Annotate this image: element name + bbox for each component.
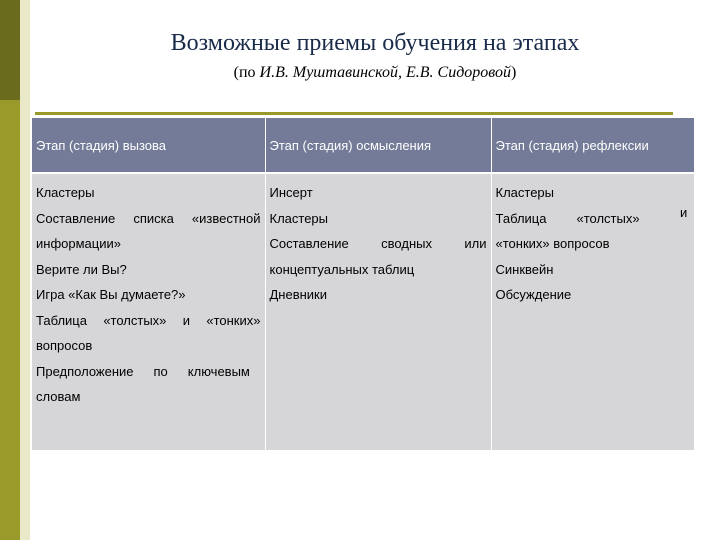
word: и bbox=[182, 312, 191, 328]
list-item: Инсерт bbox=[269, 185, 313, 200]
list-item bbox=[36, 206, 261, 232]
word: Таблица bbox=[36, 312, 87, 328]
subtitle-close: ) bbox=[511, 64, 517, 81]
stages-table bbox=[32, 118, 695, 450]
list-item: концептуальных таблиц bbox=[269, 261, 415, 277]
word: Таблица bbox=[495, 210, 547, 226]
list-item: Обсуждение bbox=[495, 287, 572, 302]
list-item: Кластеры bbox=[269, 210, 328, 226]
reflection-overflow-word: и bbox=[680, 205, 688, 220]
list-item: Игра «Как Вы думаете?» bbox=[36, 287, 186, 302]
title-divider bbox=[35, 112, 673, 115]
slide-subtitle bbox=[30, 64, 720, 82]
list-item: Дневники bbox=[269, 287, 328, 302]
list-item: «тонких» вопросов bbox=[495, 236, 610, 251]
list-item: Верите ли Вы? bbox=[36, 261, 127, 277]
word: «известной bbox=[191, 210, 261, 226]
list-item bbox=[270, 231, 487, 257]
list-item bbox=[36, 308, 261, 334]
list-item: вопросов bbox=[36, 338, 93, 353]
left-decor-bar-olive bbox=[0, 100, 20, 540]
list-item: информации» bbox=[36, 236, 121, 251]
list-item bbox=[36, 359, 261, 385]
word: ключевым bbox=[187, 363, 250, 379]
word: или bbox=[464, 236, 487, 251]
word: сводных bbox=[381, 236, 432, 251]
table-row bbox=[32, 173, 694, 450]
word: «толстых» bbox=[576, 210, 640, 226]
subtitle-open: (по bbox=[233, 64, 260, 81]
word: Предположение bbox=[36, 363, 134, 379]
header-comprehension-stage: Этап (стадия) осмысления bbox=[265, 118, 491, 173]
list-item: Кластеры bbox=[495, 185, 554, 200]
word: списка bbox=[133, 210, 174, 226]
comprehension-stage-cell bbox=[265, 173, 491, 450]
left-decor-bar-light bbox=[20, 0, 30, 540]
word: «толстых» bbox=[103, 312, 167, 328]
challenge-stage-cell bbox=[32, 173, 265, 450]
table-header-row bbox=[32, 118, 694, 173]
word: «тонких» bbox=[206, 312, 261, 328]
header-reflection-stage: Этап (стадия) рефлексии bbox=[491, 118, 694, 173]
list-item: Синквейн bbox=[495, 261, 554, 277]
word: по bbox=[153, 363, 168, 379]
header-challenge-stage: Этап (стадия) вызова bbox=[32, 118, 265, 173]
list-item: словам bbox=[36, 389, 81, 404]
subtitle-authors: И.В. Муштавинской, Е.В. Сидоровой bbox=[259, 64, 512, 81]
word: Составление bbox=[36, 210, 116, 226]
word: Составление bbox=[269, 236, 349, 251]
list-item: Кластеры bbox=[36, 185, 95, 200]
slide-title: Возможные приемы обучения на этапах bbox=[170, 30, 580, 56]
reflection-stage-cell bbox=[491, 173, 694, 450]
list-item bbox=[496, 206, 690, 232]
